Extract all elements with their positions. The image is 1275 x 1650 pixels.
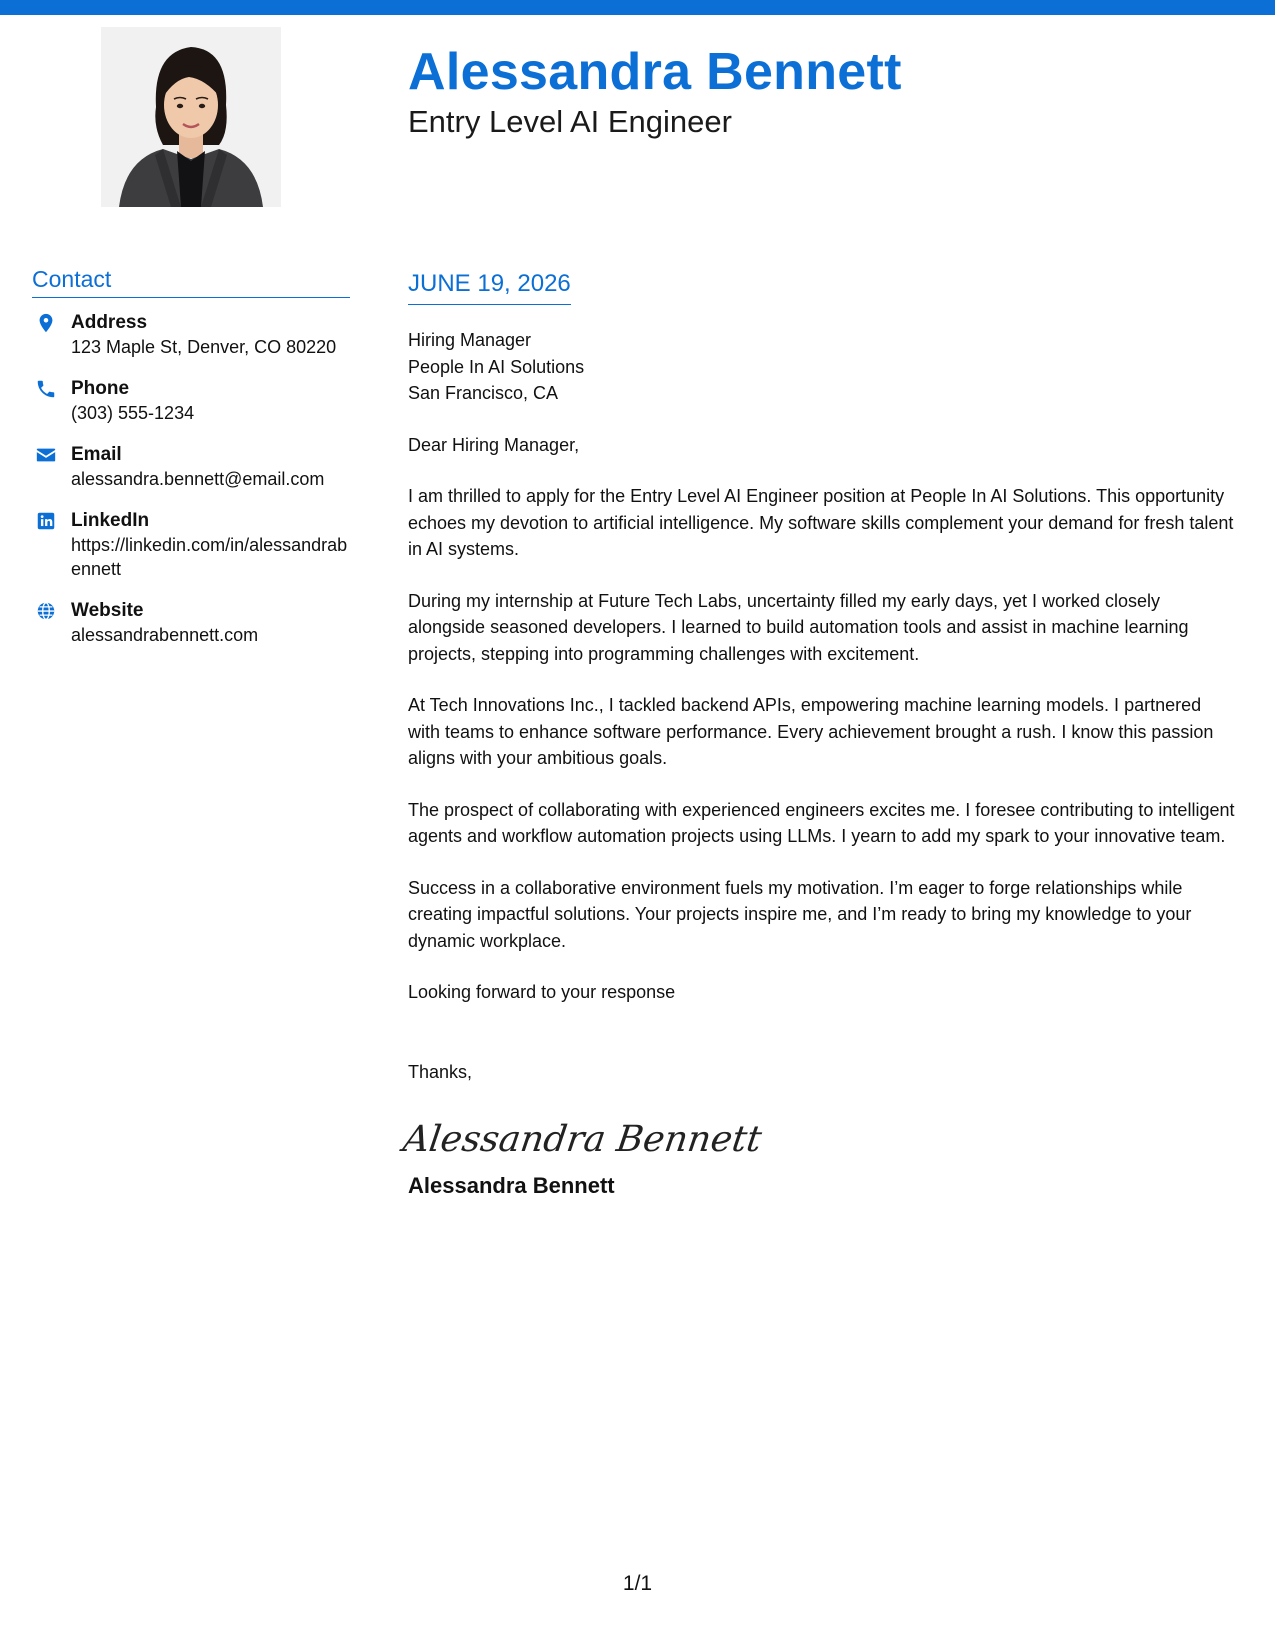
profile-photo-illustration [101, 27, 281, 207]
phone-icon [35, 378, 57, 400]
contact-label: LinkedIn [71, 510, 150, 531]
phone-value: (303) 555-1234 [71, 403, 195, 423]
contact-item-website [32, 599, 352, 647]
recipient-block [408, 327, 1238, 407]
body-paragraph: Success in a collaborative environment fuels my motivation. I’m eager to forge relationships while creating impactful solutions. Your projects inspire me, and I’m ready to bring my knowledge to your dynamic workplace. [408, 877, 1192, 951]
contact-label: Website [71, 600, 144, 621]
body-paragraph: During my internship at Future Tech Labs, uncertainty filled my early days, yet I worked closely alongside seasoned developers. I learned to build automation tools and assist in machine learning projects, stepping into programming challenges with excitement. [408, 590, 1189, 664]
salutation: Dear Hiring Manager, [408, 434, 580, 455]
contact-item-address [32, 311, 352, 359]
top-accent-bar [0, 0, 1275, 15]
envelope-icon [35, 444, 57, 466]
contact-label: Email [71, 444, 122, 465]
profile-photo [101, 27, 281, 207]
handwritten-signature [400, 1107, 765, 1167]
page-indicator: 1/1 [622, 1572, 653, 1595]
contact-item-email [32, 443, 352, 491]
linkedin-icon [35, 510, 57, 532]
email-value[interactable]: alessandra.bennett@email.com [71, 469, 325, 489]
linkedin-value[interactable]: https://linkedin.com/in/alessandrabennett [71, 535, 348, 579]
signature-text: Alessandra Bennett [400, 1117, 765, 1160]
website-value[interactable]: alessandrabennett.com [71, 625, 259, 645]
letter-date: JUNE 19, 2026 [408, 270, 571, 305]
body-paragraph: I am thrilled to apply for the Entry Level AI Engineer position at People In AI Solutions. This opportunity echoes my devotion to artificial intelligence. My software skills complement your demand for fresh talent in AI systems. [408, 486, 1234, 559]
body-paragraph: The prospect of collaborating with experienced engineers excites me. I foresee contributing to intelligent agents and workflow automation projects using LLMs. I yearn to add my spark to your innovative team. [408, 799, 1235, 846]
closing-line: Looking forward to your response [408, 982, 676, 1002]
contact-sidebar [32, 266, 352, 665]
body-paragraph: At Tech Innovations Inc., I tackled backend APIs, empowering machine learning models. I partnered with teams to enhance software performance. Every achievement brought a rush. I know this passion aligns with your ambitious goals. [408, 695, 1214, 768]
sign-off: Thanks, [408, 1061, 473, 1082]
globe-icon [35, 600, 57, 622]
contact-label: Address [71, 312, 148, 333]
recipient-line: San Francisco, CA [408, 383, 559, 403]
contact-heading: Contact [32, 266, 350, 298]
contact-label: Phone [71, 378, 130, 399]
contact-item-phone [32, 377, 352, 425]
applicant-name: Alessandra Bennett [408, 43, 902, 101]
recipient-line: Hiring Manager [408, 330, 532, 350]
job-title: Entry Level AI Engineer [408, 104, 732, 139]
map-pin-icon [35, 312, 57, 334]
contact-list [32, 311, 352, 647]
signer-name: Alessandra Bennett [408, 1173, 615, 1198]
contact-item-linkedin [32, 509, 352, 581]
address-value: 123 Maple St, Denver, CO 80220 [71, 337, 337, 357]
recipient-line: People In AI Solutions [408, 356, 585, 377]
letter-body [400, 270, 1238, 1199]
